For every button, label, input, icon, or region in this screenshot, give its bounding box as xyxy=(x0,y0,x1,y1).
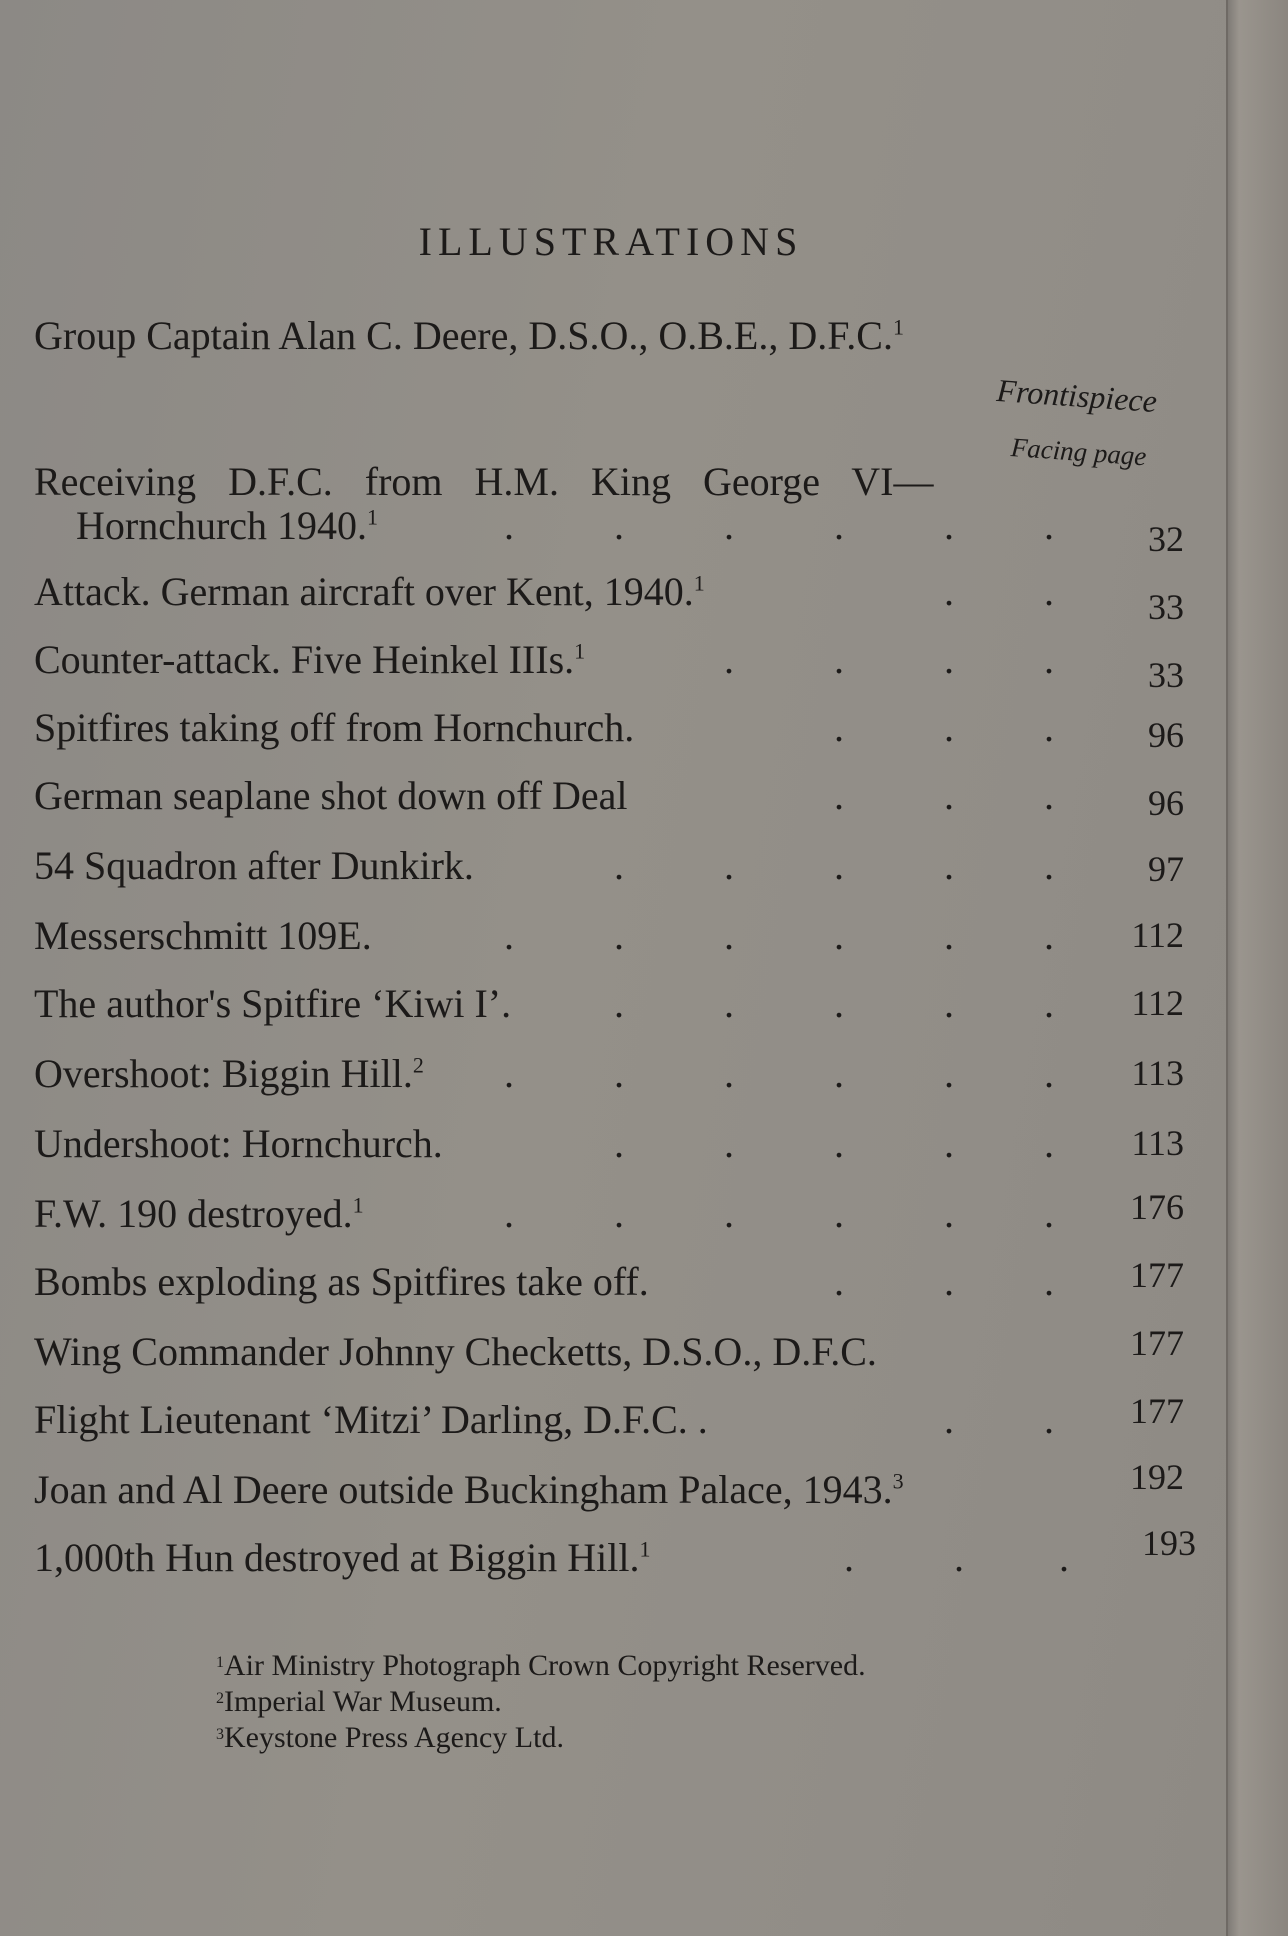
leader-dot: . xyxy=(834,1191,844,1236)
leader-dot: . xyxy=(614,1051,624,1096)
entry-caption: 54 Squadron after Dunkirk. xyxy=(34,843,474,888)
page-number: 177 xyxy=(1130,1391,1184,1431)
footnote-item xyxy=(216,1646,866,1682)
list-item xyxy=(34,1457,1184,1513)
entry-caption: 1,000th Hun destroyed at Biggin Hill. xyxy=(34,1535,640,1580)
frontispiece-label: Frontispiece xyxy=(995,372,1159,420)
entry-caption: Flight Lieutenant ‘Mitzi’ Darling, D.F.C. xyxy=(34,1397,688,1442)
page-number: 113 xyxy=(1131,1123,1184,1163)
page-title xyxy=(0,218,1232,265)
leader-dot: . xyxy=(1059,1535,1069,1580)
leader-dot: . xyxy=(724,1121,734,1166)
leader-dot: . xyxy=(614,503,624,548)
footnotes xyxy=(216,1646,866,1754)
entry-caption: Counter-attack. Five Heinkel IIIs. xyxy=(34,637,575,682)
footnote-ref: 1 xyxy=(367,504,379,530)
list-item xyxy=(34,568,1184,627)
list-item xyxy=(34,1187,1184,1237)
leader-dot: . xyxy=(944,637,954,682)
frontispiece-entry xyxy=(34,312,904,359)
footnote-ref: 1 xyxy=(639,1536,651,1562)
leader-dot: . xyxy=(614,1121,624,1166)
leader-dot: . xyxy=(504,1191,514,1236)
leader-dot: . xyxy=(1044,569,1054,614)
leader-dot: . xyxy=(1044,913,1054,958)
leader-dot: . xyxy=(944,1259,954,1304)
footnote-ref: 3 xyxy=(892,1468,904,1494)
leader-dot: . xyxy=(834,705,844,750)
entry-caption: Overshoot: Biggin Hill. xyxy=(34,1051,413,1096)
leader-dot: . xyxy=(1044,637,1054,682)
leader-dot: . xyxy=(834,773,844,818)
facing-page-column-label: Facing page xyxy=(1009,432,1148,472)
leader-dot: . xyxy=(1044,1051,1054,1096)
entry-caption: Undershoot: Hornchurch. xyxy=(34,1121,443,1166)
leader-dot: . xyxy=(1044,503,1054,548)
leader-dot: . xyxy=(614,913,624,958)
leader-dot: . xyxy=(614,843,624,888)
leader-dot: . xyxy=(504,913,514,958)
leader-dot: . xyxy=(844,1535,854,1580)
list-item xyxy=(34,842,1184,889)
page-number: 32 xyxy=(1148,519,1184,559)
leader-dot: . xyxy=(944,1191,954,1236)
leader-dot: . xyxy=(724,981,734,1026)
footnote-ref: 1 xyxy=(574,638,586,664)
leader-dot: . xyxy=(724,1051,734,1096)
frontispiece-caption: Group Captain Alan C. Deere, D.S.O., O.B.E., D.F.C. xyxy=(34,313,893,358)
leader-dot: . xyxy=(1044,773,1054,818)
page-number: 176 xyxy=(1130,1187,1184,1227)
leader-dot: . xyxy=(944,503,954,548)
leader-dot: . xyxy=(944,913,954,958)
footnote-marker: 3 xyxy=(216,1726,224,1743)
entry-caption: Attack. German aircraft over Kent, 1940. xyxy=(34,569,694,614)
page-number: 193 xyxy=(1142,1523,1196,1563)
leader-dot: . xyxy=(834,1259,844,1304)
list-item xyxy=(34,1391,1184,1443)
leader-dot: . xyxy=(834,913,844,958)
list-item xyxy=(34,1323,1184,1375)
leader-dot: . xyxy=(834,981,844,1026)
leader-dot: . xyxy=(614,981,624,1026)
entry-caption: Bombs exploding as Spitfires take off. xyxy=(34,1259,649,1304)
page-gutter-edge xyxy=(1226,0,1288,1936)
list-item xyxy=(34,636,1184,695)
entry-caption: Spitfires taking off from Hornchurch. xyxy=(34,705,635,750)
footnote-ref: 1 xyxy=(892,314,904,340)
footnote-text: Imperial War Museum. xyxy=(224,1685,502,1718)
leader-dot: . xyxy=(944,1051,954,1096)
list-item xyxy=(34,458,1184,558)
leader-dot: . xyxy=(834,1051,844,1096)
leader-dot: . xyxy=(944,569,954,614)
page-number: 192 xyxy=(1130,1457,1184,1497)
footnote-text: Air Ministry Photograph Crown Copyright Reserved. xyxy=(224,1649,866,1682)
leader-dot: . xyxy=(504,1051,514,1096)
leader-dot: . xyxy=(944,705,954,750)
page-number: 177 xyxy=(1130,1323,1184,1363)
list-item xyxy=(34,772,1184,823)
leader-dot: . xyxy=(1044,1397,1054,1442)
leader-dot: . xyxy=(1044,843,1054,888)
leader-dot: . xyxy=(614,1191,624,1236)
leader-dot: . xyxy=(834,843,844,888)
footnote-ref: 1 xyxy=(693,570,705,596)
leader-dot: . xyxy=(944,1121,954,1166)
page-number: 112 xyxy=(1131,915,1184,955)
footnote-ref: 1 xyxy=(352,1192,364,1218)
page-number: 96 xyxy=(1148,783,1184,823)
leader-dot: . xyxy=(1044,1121,1054,1166)
page-number: 97 xyxy=(1148,849,1184,889)
leader-dot: . xyxy=(944,981,954,1026)
leader-dot: . xyxy=(944,843,954,888)
leader-dot: . xyxy=(1044,1259,1054,1304)
leader-dot: . xyxy=(834,637,844,682)
leader-dot: . xyxy=(724,843,734,888)
footnote-marker: 2 xyxy=(216,1690,224,1707)
page-number: 33 xyxy=(1148,655,1184,695)
page-number: 96 xyxy=(1148,715,1184,755)
entry-caption: The author's Spitfire ‘Kiwi I’. xyxy=(34,981,512,1026)
page-number: 33 xyxy=(1148,587,1184,627)
leader-dot: . xyxy=(1044,705,1054,750)
leader-dot: . xyxy=(504,503,514,548)
list-item xyxy=(34,1523,1196,1581)
page-number: 113 xyxy=(1131,1053,1184,1093)
entry-caption-continued: Hornchurch 1940. xyxy=(76,503,368,548)
entry-caption: Messerschmitt 109E. xyxy=(34,913,372,958)
entry-caption: F.W. 190 destroyed. xyxy=(34,1191,353,1236)
leader-dot: . xyxy=(697,1397,708,1442)
leader-dot: . xyxy=(834,503,844,548)
entry-caption: Wing Commander Johnny Checketts, D.S.O., D.F.C. xyxy=(34,1329,877,1374)
list-item xyxy=(34,1050,1184,1097)
entry-caption: German seaplane shot down off Deal xyxy=(34,773,628,818)
entry-caption: Joan and Al Deere outside Buckingham Palace, 1943. xyxy=(34,1467,893,1512)
page-title-text: ILLUSTRATIONS xyxy=(418,219,804,264)
footnote-marker: 1 xyxy=(216,1654,224,1671)
leader-dot: . xyxy=(724,503,734,548)
leader-dot: . xyxy=(944,773,954,818)
leader-dot: . xyxy=(724,1191,734,1236)
list-item xyxy=(34,912,1184,959)
leader-dot: . xyxy=(1044,981,1054,1026)
leader-dot: . xyxy=(1044,1191,1054,1236)
list-item xyxy=(34,704,1184,755)
leader-dot: . xyxy=(724,637,734,682)
leader-dot: . xyxy=(834,1121,844,1166)
footnote-text: Keystone Press Agency Ltd. xyxy=(224,1721,564,1754)
footnote-item xyxy=(216,1718,866,1754)
list-item xyxy=(34,1255,1184,1305)
leader-dot: . xyxy=(954,1535,964,1580)
leader-dot: . xyxy=(724,913,734,958)
entry-caption: Receiving D.F.C. from H.M. King George VI— xyxy=(34,459,934,504)
footnote-ref: 2 xyxy=(412,1052,424,1078)
list-item xyxy=(34,1120,1184,1167)
footnote-item xyxy=(216,1682,866,1718)
list-item xyxy=(34,980,1184,1027)
page-number: 112 xyxy=(1131,983,1184,1023)
leader-dot: . xyxy=(944,1397,954,1442)
page-number: 177 xyxy=(1130,1255,1184,1295)
